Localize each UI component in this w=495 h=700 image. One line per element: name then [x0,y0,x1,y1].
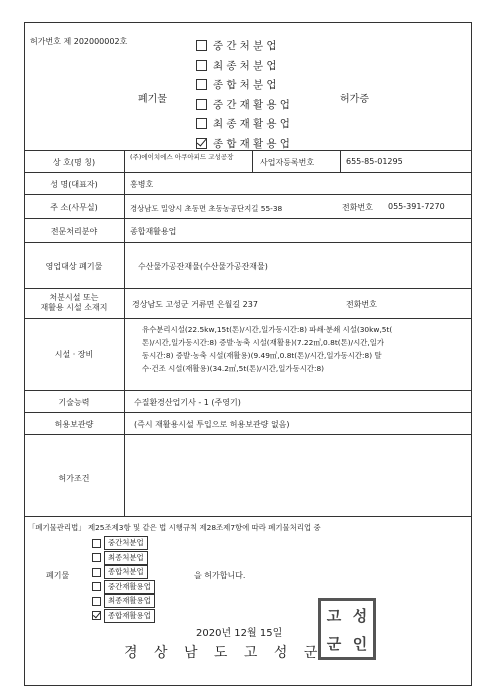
phone-label: 전화번호 [342,203,373,212]
checkbox[interactable] [196,138,207,149]
row-representative [24,172,472,194]
footer-business-label: 중간처분업 [104,536,148,550]
footer-business-option[interactable] [92,609,155,624]
footer-business-label: 종합재활용업 [104,609,155,623]
waste-label: 폐기물 [138,94,167,105]
row-technician [24,390,472,412]
row-conditions [24,434,472,516]
checkbox[interactable] [196,40,207,51]
checkbox[interactable] [196,60,207,71]
business-type-option[interactable] [196,56,293,76]
permit-label: 허가증 [340,94,369,105]
footer-business-checklist [92,536,155,623]
business-type-label: 종합재활용업 [213,137,294,150]
footer-business-option[interactable] [92,565,155,580]
equipment-text [142,323,470,375]
trade-name-value: (주)에이치에스 아쿠아피드 고성공장 [130,153,234,161]
target-waste-value: 수산물가공잔재물(수산물가공잔재물) [138,262,268,271]
equipment-line: 수·건조 시설(재활용)(34.2㎥,5t(톤)/시간,일가동시간:8) [142,364,325,373]
storage-label: 허용보관량 [54,420,94,429]
seal-char: 군 [326,634,342,653]
checkbox[interactable] [196,118,207,129]
trade-name-label: 상 호(명 칭) [52,158,96,167]
row-equipment [24,318,472,390]
facility-location-value: 경상남도 고성군 거류면 은월길 237 [132,300,258,309]
facility-phone-label: 전화번호 [346,300,377,309]
checkbox[interactable] [92,568,101,577]
seal-char: 인 [352,634,368,653]
checkbox[interactable] [92,597,101,606]
address-label: 주 소(사무실) [50,203,98,212]
footer-business-label: 최종재활용업 [104,594,155,608]
footer-waste-label: 폐기물 [46,571,70,580]
technician-value: 수질환경산업기사 - 1 (주영기) [134,398,241,407]
reg-no-value: 655-85-01295 [346,157,403,166]
business-type-option[interactable] [196,75,293,95]
business-type-option[interactable] [196,95,293,115]
representative-label: 성 명(대표자) [50,180,98,189]
business-type-label: 중간재활용업 [213,98,294,111]
business-type-label: 중간처분업 [213,40,280,53]
phone-value: 055-391-7270 [388,202,445,211]
specialty-label: 전문처리분야 [50,227,98,236]
storage-value: (즉시 재활용시설 투입으로 허용보관량 없음) [134,420,290,429]
footer-business-option[interactable] [92,536,155,551]
equipment-line: 유수분리시설(22.5kw,15t(톤)/시간,일가동시간:8) 파쇄·분쇄 시설(30kw,5t( [142,325,393,334]
business-type-label: 종합처분업 [213,79,280,92]
equipment-line: 동시간:8) 증발·농축 시설(재활용)(9.49㎥,0.8t(톤)/시간,일가동시간:8) 탈 [142,351,382,360]
business-type-label: 최종재활용업 [213,118,294,131]
footer-business-option[interactable] [92,551,155,566]
facility-label-line1: 처분시설 또는 [49,293,99,302]
checkbox[interactable] [196,99,207,110]
business-type-option[interactable] [196,36,293,56]
row-specialty [24,218,472,242]
business-type-option[interactable] [196,114,293,134]
reg-no-label: 사업자등록번호 [260,158,315,167]
checkbox[interactable] [196,79,207,90]
footer-business-option[interactable] [92,594,155,609]
row-address [24,194,472,218]
row-trade-name [24,150,472,172]
footer-business-option[interactable] [92,580,155,595]
equipment-label: 시설 · 장비 [54,350,94,359]
checkbox[interactable] [92,539,101,548]
row-facility-location [24,288,472,318]
row-target-waste [24,242,472,288]
address-value: 경상남도 밀양시 초동면 초동농공단지길 55-38 [130,204,283,213]
checkbox[interactable] [92,553,101,562]
checkbox[interactable] [92,611,101,620]
footer-statute-text: 「폐기물관리법」 제25조제3항 및 같은 법 시행규칙 제28조제7항에 따라 폐기물처리업 중 [28,523,321,532]
footer-business-label: 최종처분업 [104,551,148,565]
seal-char: 고 [326,606,342,625]
checkbox[interactable] [92,582,101,591]
official-seal [318,598,376,660]
seal-char: 성 [352,606,368,625]
footer-business-label: 중간재활용업 [104,580,155,594]
facility-label-line2: 재활용 시설 소재지 [40,303,108,312]
permit-number: 허가번호 제 202000002호 [30,37,128,46]
equipment-line: 톤)/시간,일가동시간:8) 증발·농축 시설(재활용)(7.22㎥,0.8t(톤)/시간,일가 [142,338,385,347]
issuer-name: 경 상 남 도 고 성 군 [124,645,324,661]
footer-grant-text: 을 허가합니다. [194,571,246,580]
row-storage [24,412,472,434]
business-type-label: 최종처분업 [213,59,280,72]
footer-business-label: 종합처분업 [104,565,148,579]
conditions-label: 허가조건 [58,474,90,483]
target-waste-label: 영업대상 폐기물 [45,262,103,271]
technician-label: 기술능력 [58,398,90,407]
business-type-checklist [196,36,293,153]
issue-date: 2020년 12월 15일 [196,628,283,639]
specialty-value: 종합재활용업 [130,227,177,236]
representative-value: 홍병호 [130,180,154,189]
